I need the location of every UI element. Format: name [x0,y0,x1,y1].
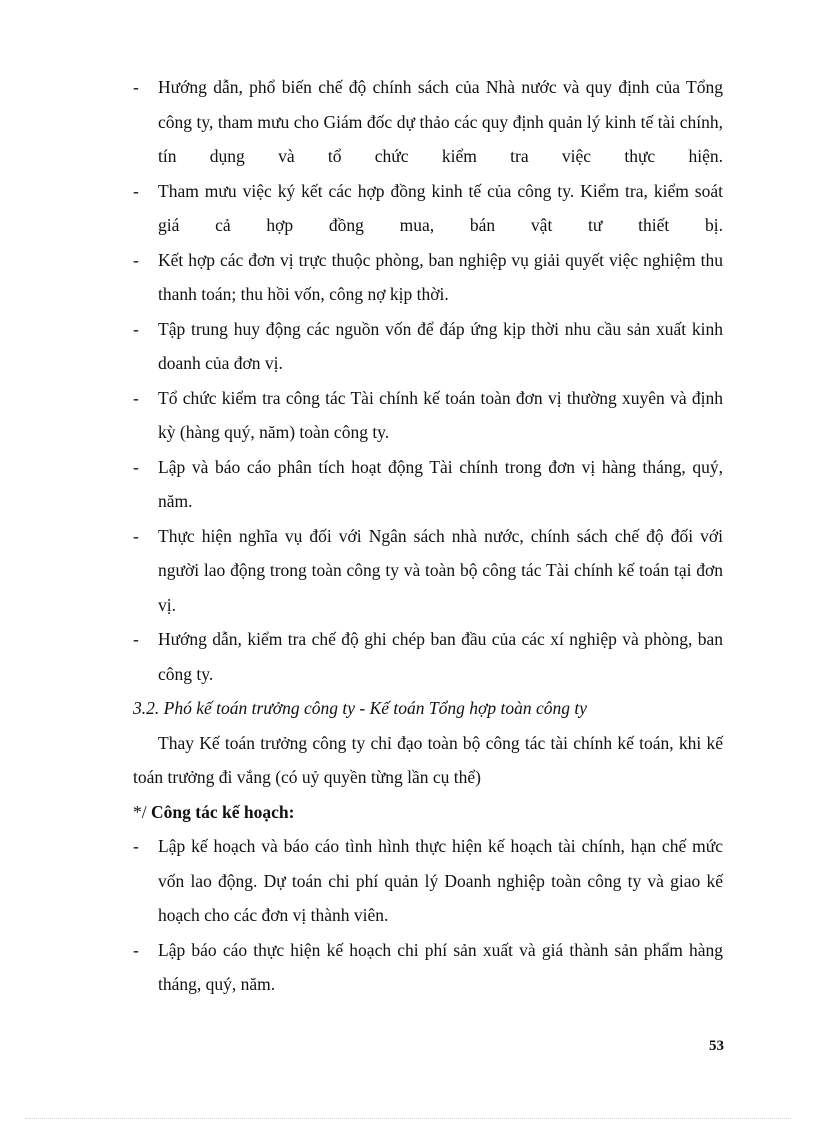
footer-divider [25,1118,791,1119]
list-item-text: Hướng dẫn, phổ biến chế độ chính sách của Nhà nước và quy định của Tổng công ty, tham mưu cho Giám đốc dự thảo các quy định quản lý kinh tế tài chính, tín dụng và tổ chức kiểm tra việc thực hiện. [158,77,723,166]
bullet-dash: - [133,939,139,960]
bullet-dash: - [133,387,139,408]
list-item-text: Hướng dẫn, kiểm tra chế độ ghi chép ban đầu của các xí nghiệp và phòng, ban công ty. [158,629,723,684]
page-number: 53 [709,1038,724,1054]
list-item-text: Tập trung huy động các nguồn vốn để đáp ứng kịp thời nhu cầu sản xuất kinh doanh của đơn vị. [158,318,723,373]
list-item-text: Tham mưu việc ký kết các hợp đồng kinh tế của công ty. Kiểm tra, kiểm soát giá cả hợp đồng mua, bán vật tư thiết bị. [158,180,723,235]
list-item-text: Tổ chức kiểm tra công tác Tài chính kế toán toàn đơn vị thường xuyên và định kỳ (hàng quý, năm) toàn công ty. [158,387,723,442]
bullet-dash: - [133,77,139,97]
list-item-text: Thực hiện nghĩa vụ đối với Ngân sách nhà nước, chính sách chế độ đối với người lao động trong toàn công ty và toàn bộ công tác Tài chính kế toán tại đơn vị. [158,525,723,615]
list-item-text: Lập báo cáo thực hiện kế hoạch chi phí sản xuất và giá thành sản phẩm hàng tháng, quý, năm. [158,939,723,994]
subsection-heading [133,795,723,830]
subsection-prefix: */ [133,801,151,822]
list-item [133,312,723,381]
bullet-dash: - [133,180,139,201]
list-item [133,622,723,691]
bullet-dash: - [133,318,139,339]
section-paragraph: Thay Kế toán trưởng công ty chỉ đạo toàn bộ công tác tài chính kế toán, khi kế toán trưởng đi vắng (có uỷ quyền từng lần cụ thể) [133,732,723,787]
page-content [133,70,723,1002]
list-item [133,70,723,174]
list-item [133,519,723,623]
list-item-text: Lập và báo cáo phân tích hoạt động Tài chính trong đơn vị hàng tháng, quý, năm. [158,456,723,511]
list-item [133,243,723,312]
section-heading: 3.2. Phó kế toán trưởng công ty - Kế toán Tổng hợp toàn công ty [133,698,588,718]
bullet-dash: - [133,456,139,477]
bullet-dash: - [133,525,139,546]
list-item-text: Kết hợp các đơn vị trực thuộc phòng, ban nghiệp vụ giải quyết việc nghiệm thu thanh toán; thu hồi vốn, công nợ kịp thời. [158,249,723,304]
list-item [133,174,723,243]
bullet-dash: - [133,629,139,649]
list-item-text: Lập kế hoạch và báo cáo tình hình thực hiện kế hoạch tài chính, hạn chế mức vốn lao động. Dự toán chi phí quản lý Doanh nghiệp toàn công ty và giao kế hoạch cho các đơn vị thành viên. [158,836,723,925]
list-item [133,933,723,1002]
list-item [133,381,723,450]
list-item [133,450,723,519]
bullet-dash: - [133,249,139,270]
bullet-dash: - [133,836,139,856]
subsection-label: Công tác kế hoạch: [151,801,295,822]
list-item [133,829,723,933]
